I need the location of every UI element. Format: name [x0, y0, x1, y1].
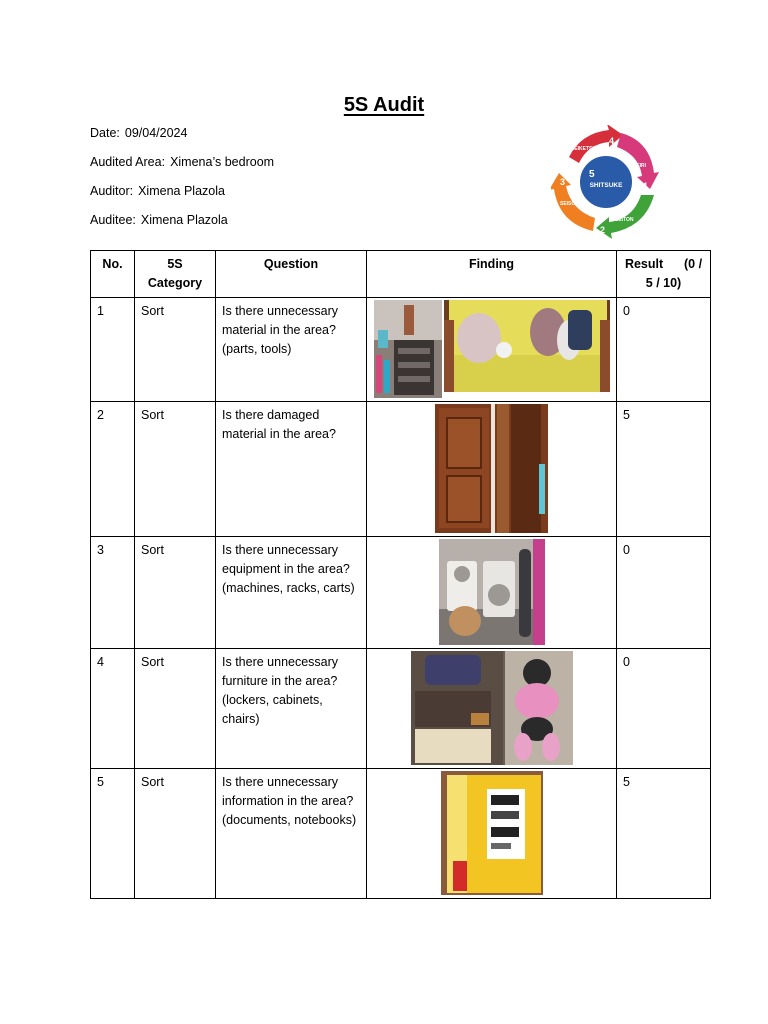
meta-audited-area: Audited Area: Ximena’s bedroom	[90, 155, 275, 169]
audit-table	[90, 250, 711, 899]
table-header-row	[91, 251, 711, 298]
svg-text:1: 1	[643, 181, 649, 191]
svg-text:2: 2	[600, 225, 606, 235]
5s-cycle-logo	[551, 125, 661, 240]
speakers-and-tower-fan-photo	[439, 539, 545, 645]
table-row	[91, 402, 711, 537]
couch-with-stuffed-toys-photo	[444, 300, 610, 392]
row-result: 5	[617, 402, 711, 537]
row-number: 1	[91, 298, 135, 402]
row-number: 3	[91, 537, 135, 649]
table-row	[91, 298, 711, 402]
header-question: Question	[216, 251, 367, 298]
row-result: 0	[617, 298, 711, 402]
row-number: 5	[91, 769, 135, 899]
meta-date: Date: 09/04/2024	[90, 126, 188, 140]
row-question: Is there unnecessary material in the area? (parts, tools)	[216, 298, 367, 402]
storage-boxes-and-plush-photo	[411, 651, 573, 765]
row-category: Sort	[135, 769, 216, 899]
svg-text:5: 5	[589, 169, 595, 180]
svg-text:SHITSUKE: SHITSUKE	[589, 182, 623, 189]
row-category: Sort	[135, 649, 216, 769]
svg-text:SEISO: SEISO	[560, 201, 576, 207]
table-row	[91, 537, 711, 649]
row-finding	[367, 537, 617, 649]
row-question: Is there damaged material in the area?	[216, 402, 367, 537]
row-result: 5	[617, 769, 711, 899]
row-number: 2	[91, 402, 135, 537]
cosmetics-organizer-photo	[374, 300, 442, 398]
row-finding	[367, 298, 617, 402]
svg-text:SEIKETSU: SEIKETSU	[571, 146, 597, 152]
svg-text:4: 4	[609, 136, 615, 146]
row-category: Sort	[135, 537, 216, 649]
dhl-envelope-photo	[441, 771, 543, 895]
svg-text:SEITON: SEITON	[615, 217, 634, 223]
meta-auditee: Auditee: Ximena Plazola	[90, 213, 228, 227]
svg-text:3: 3	[560, 177, 566, 187]
row-question: Is there unnecessary equipment in the area? (machines, racks, carts)	[216, 537, 367, 649]
row-question: Is there unnecessary information in the area? (documents, notebooks)	[216, 769, 367, 899]
damaged-door-photo	[435, 404, 548, 533]
row-finding	[367, 402, 617, 537]
row-question: Is there unnecessary furniture in the area? (lockers, cabinets, chairs)	[216, 649, 367, 769]
table-row	[91, 649, 711, 769]
header-category: 5S Category	[135, 251, 216, 298]
document-title: 5S Audit	[343, 94, 425, 116]
svg-text:SEIRI: SEIRI	[633, 163, 647, 169]
row-finding	[367, 769, 617, 899]
row-number: 4	[91, 649, 135, 769]
row-finding	[367, 649, 617, 769]
header-finding: Finding	[367, 251, 617, 298]
header-result: Result (0 / 5 / 10)	[617, 251, 711, 298]
table-row	[91, 769, 711, 899]
row-category: Sort	[135, 298, 216, 402]
header-no: No.	[91, 251, 135, 298]
row-result: 0	[617, 537, 711, 649]
meta-auditor: Auditor: Ximena Plazola	[90, 184, 225, 198]
row-category: Sort	[135, 402, 216, 537]
row-result: 0	[617, 649, 711, 769]
